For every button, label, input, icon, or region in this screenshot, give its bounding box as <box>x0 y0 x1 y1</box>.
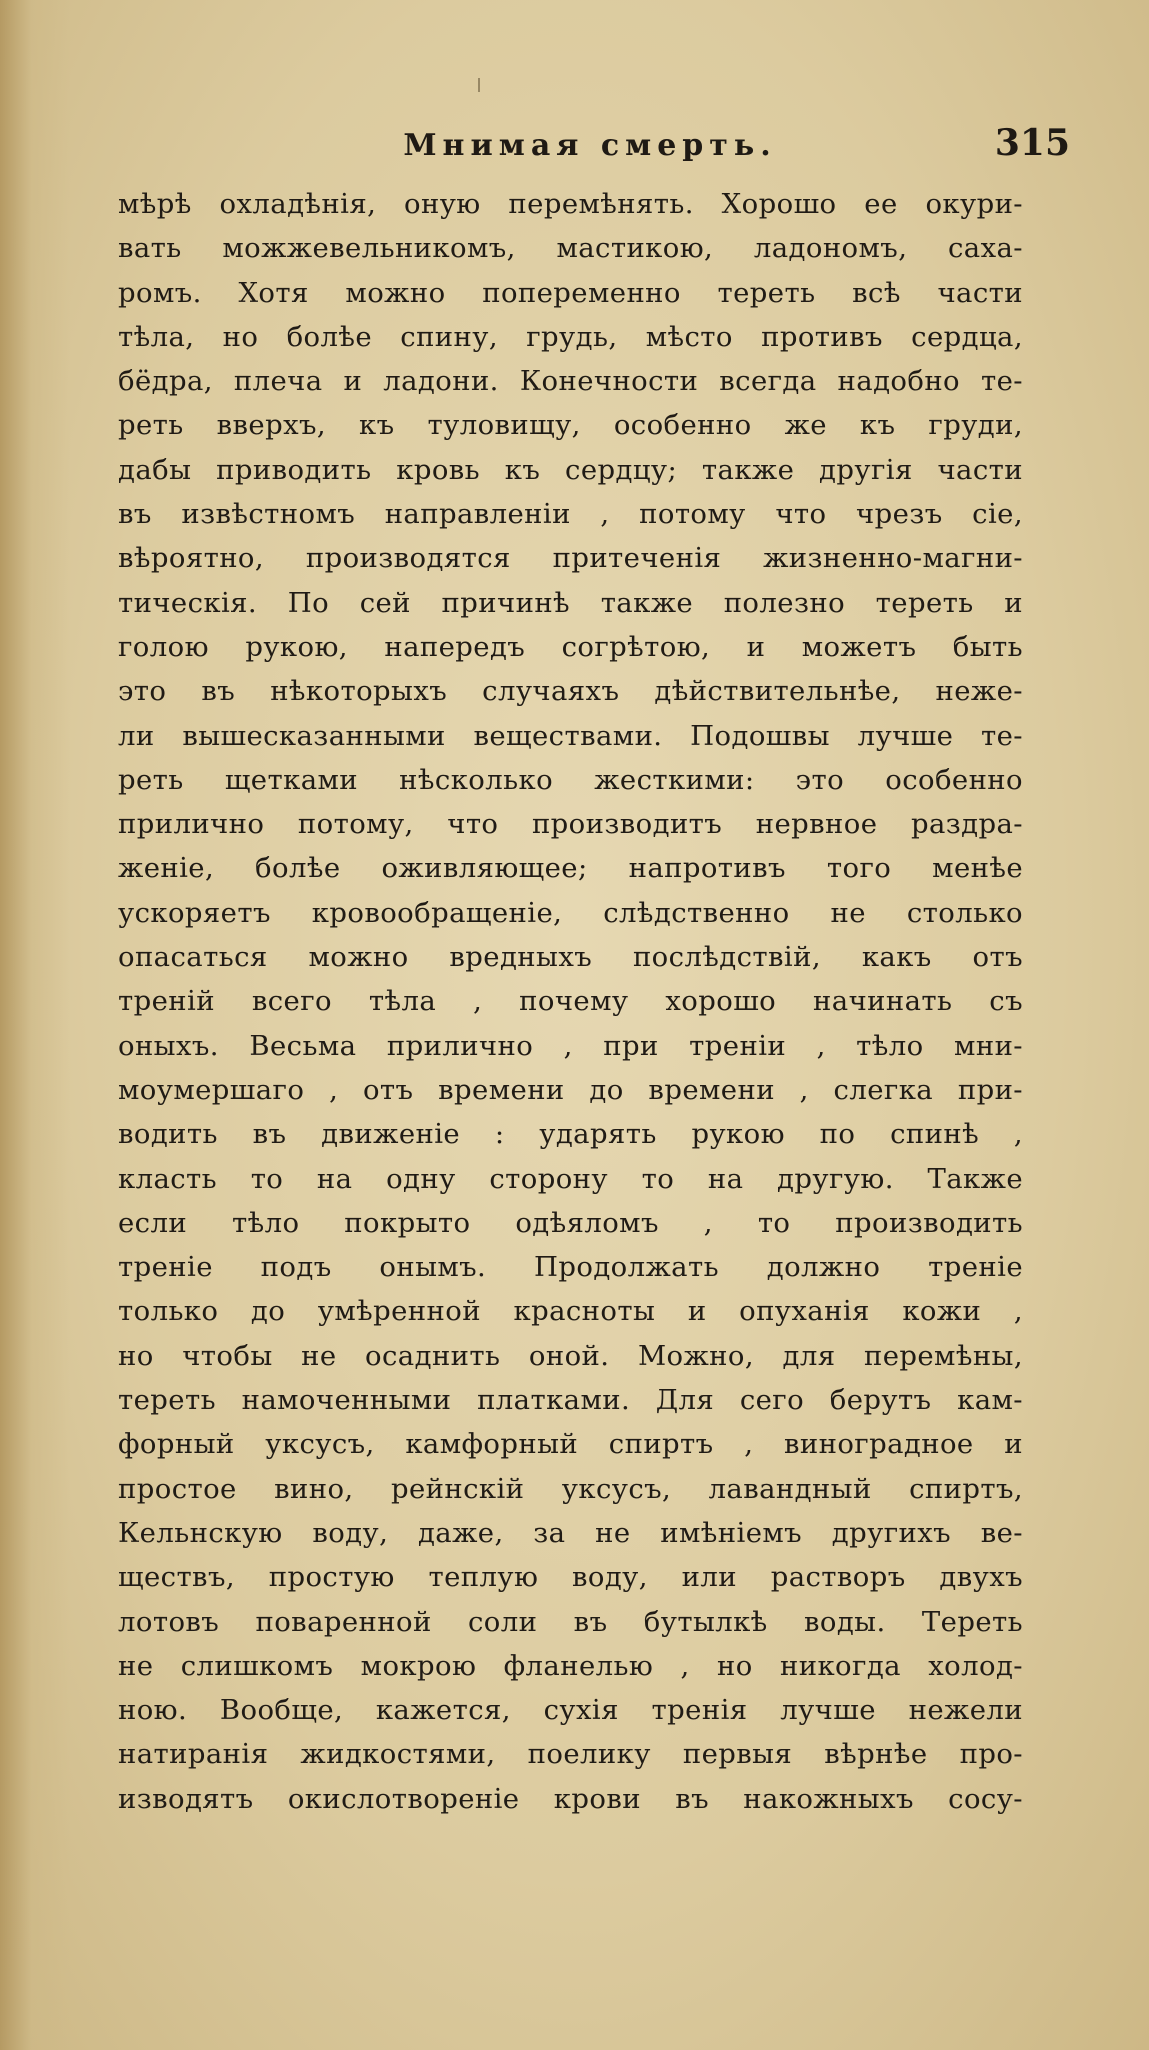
text-line: дабы приводить кровь къ сердцу; также другія части <box>118 453 1023 486</box>
text-line: это въ нѣкоторыхъ случаяхъ дѣйствительнѣе, неже- <box>118 675 1023 708</box>
text-line: Кельнскую воду, даже, за не имѣніемъ другихъ ве- <box>118 1516 1023 1549</box>
text-line: голою рукою, напередъ согрѣтою, и можетъ быть <box>118 630 1023 663</box>
text-line: лотовъ поваренной соли въ бутылкѣ воды. Тереть <box>118 1605 1023 1638</box>
text-line: класть то на одну сторону то на другую. Также <box>118 1162 1023 1195</box>
text-line: ли вышесказанными веществами. Подошвы лучше те- <box>118 719 1023 752</box>
text-line: мѣрѣ охладѣнія, оную перемѣнять. Хорошо ее окури- <box>118 188 1023 220</box>
text-line: моумершаго , отъ времени до времени , слегка при- <box>118 1073 1023 1106</box>
text-line: но чтобы не осаднить оной. Можно, для перемѣны, <box>118 1339 1023 1372</box>
body-text <box>118 182 1023 1821</box>
text-line: оныхъ. Весьма прилично , при треніи , тѣло мни- <box>118 1029 1023 1062</box>
text-line: прилично потому, что производитъ нервное раздра- <box>118 808 1023 841</box>
text-line: ускоряетъ кровообращеніе, слѣдственно не столько <box>118 896 1023 929</box>
text-line: тереть намоченными платками. Для сего берутъ кам- <box>118 1384 1023 1417</box>
text-line: треній всего тѣла , почему хорошо начинать съ <box>118 985 1023 1018</box>
text-line: только до умѣренной красноты и опуханія кожи , <box>118 1295 1023 1328</box>
text-line: вать можжевельникомъ, мастикою, ладономъ, саха- <box>118 232 1023 265</box>
text-line: опасаться можно вредныхъ послѣдствій, какъ отъ <box>118 941 1023 974</box>
text-line: тѣла, но болѣе спину, грудь, мѣсто противъ сердца, <box>118 320 1023 353</box>
page-number: 315 <box>994 122 1070 164</box>
running-title: Мнимая смерть. <box>403 128 777 163</box>
text-line: ромъ. Хотя можно попеременно тереть всѣ части <box>118 276 1023 309</box>
text-line: не слишкомъ мокрою фланелью , но никогда холод- <box>118 1649 1023 1682</box>
text-line: женіе, болѣе оживляющее; напротивъ того менѣе <box>118 852 1023 885</box>
text-line: тическія. По сей причинѣ также полезно тереть и <box>118 586 1023 619</box>
text-line: водить въ движеніе : ударять рукою по спинѣ , <box>118 1118 1023 1151</box>
text-line: бёдра, плеча и ладони. Конечности всегда надобно те- <box>118 365 1023 398</box>
print-mark <box>478 78 480 92</box>
page-header <box>110 118 1070 178</box>
text-line: треніе подъ онымъ. Продолжать должно треніе <box>118 1251 1023 1284</box>
text-line: простое вино, рейнскій уксусъ, лавандный спиртъ, <box>118 1472 1023 1505</box>
text-line: ществъ, простую теплую воду, или растворъ двухъ <box>118 1561 1023 1594</box>
text-line: реть щетками нѣсколько жесткими: это особенно <box>118 763 1023 796</box>
text-line: натиранія жидкостями, поелику первыя вѣрнѣе про- <box>118 1738 1023 1771</box>
binding-shadow <box>0 0 70 2050</box>
text-line: ною. Вообще, кажется, сухія тренія лучше нежели <box>118 1694 1023 1727</box>
text-line: форный уксусъ, камфорный спиртъ , виноградное и <box>118 1428 1023 1461</box>
text-line: реть вверхъ, къ туловищу, особенно же къ груди, <box>118 409 1023 442</box>
text-line: въ извѣстномъ направленіи , потому что чрезъ сіе, <box>118 498 1023 531</box>
text-line: вѣроятно, производятся притеченія жизненно-магни- <box>118 542 1023 575</box>
text-line: изводятъ окислотвореніе крови въ накожныхъ сосу- <box>118 1782 1023 1815</box>
text-line: если тѣло покрыто одѣяломъ , то производить <box>118 1206 1023 1239</box>
